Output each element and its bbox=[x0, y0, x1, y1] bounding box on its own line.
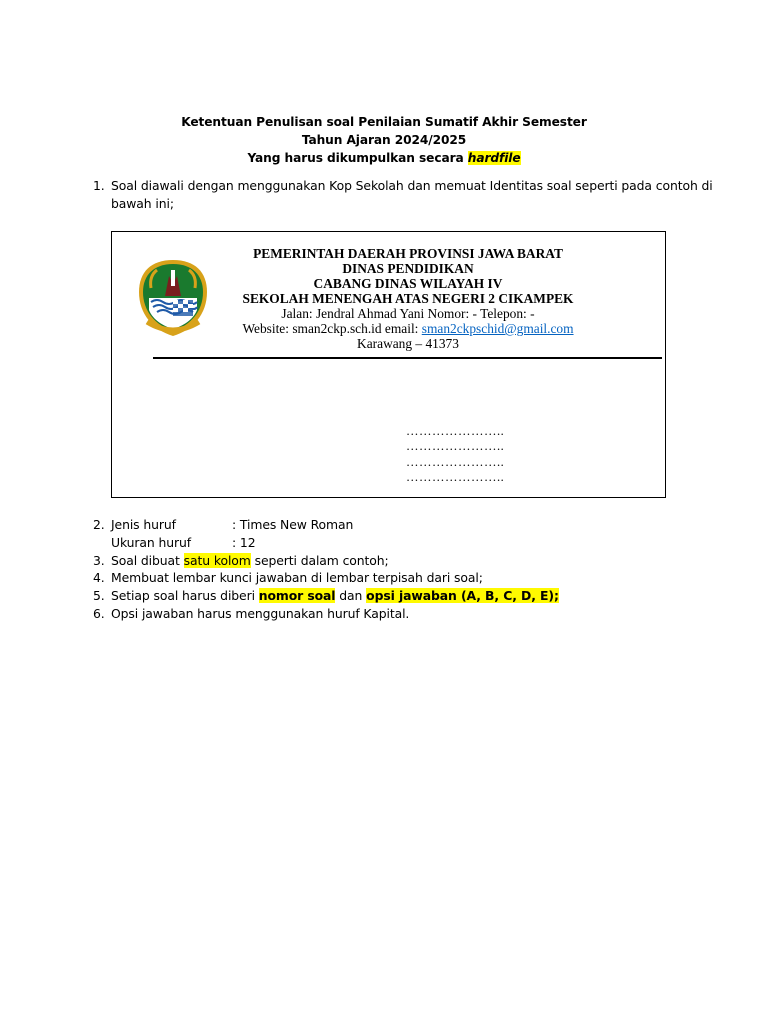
kop-line-city: Karawang – 41373 bbox=[357, 336, 459, 351]
item-3-suffix: seperti dalam contoh; bbox=[250, 553, 389, 568]
item-5-prefix: Setiap soal harus diberi bbox=[111, 588, 259, 603]
list-item-1-text: Soal diawali dengan menggunakan Kop Sekolah dan memuat Identitas soal seperti pada contoh di bbox=[111, 178, 713, 193]
list-number-4: 4. bbox=[93, 570, 105, 585]
list-number-5: 5. bbox=[93, 588, 105, 603]
item-3-prefix: Soal dibuat bbox=[111, 553, 184, 568]
document-title-line-3 bbox=[0, 149, 768, 167]
font-size-value: : 12 bbox=[232, 535, 256, 550]
document-title-line-2: Tahun Ajaran 2024/2025 bbox=[301, 133, 467, 147]
kop-line-address: Jalan: Jendral Ahmad Yani Nomor: - Telepon: - bbox=[281, 306, 535, 321]
font-type-value: : Times New Roman bbox=[232, 517, 354, 532]
document-title-line-1: Ketentuan Penulisan soal Penilaian Sumatif Akhir Semester bbox=[181, 115, 587, 129]
list-item-5-text bbox=[111, 587, 559, 605]
kop-line-agency: DINAS PENDIDIKAN bbox=[342, 261, 474, 276]
list-item-4-text: Membuat lembar kunci jawaban di lembar terpisah dari soal; bbox=[111, 570, 483, 585]
list-number-1: 1. bbox=[93, 178, 105, 193]
kop-email-link[interactable]: sman2ckpschid@gmail.com bbox=[421, 321, 574, 336]
kop-divider-line bbox=[153, 357, 662, 359]
opsi-jawaban-highlight: opsi jawaban (A, B, C, D, E); bbox=[366, 588, 559, 603]
identity-dotted-line-3: ………………….. bbox=[406, 455, 505, 469]
font-size-label: Ukuran huruf bbox=[111, 535, 192, 550]
kop-letterhead-text bbox=[228, 246, 588, 351]
identity-dotted-line-4: ………………….. bbox=[406, 470, 505, 484]
satu-kolom-highlight: satu kolom bbox=[183, 553, 251, 568]
kop-line-branch: CABANG DINAS WILAYAH IV bbox=[313, 276, 503, 291]
title-line-3-prefix: Yang harus dikumpulkan secara bbox=[247, 151, 468, 165]
list-item-3-text bbox=[111, 552, 389, 570]
kop-line-contact bbox=[228, 321, 588, 336]
list-item-1-text-line-2: bawah ini; bbox=[111, 196, 174, 211]
list-number-3: 3. bbox=[93, 553, 105, 568]
list-number-6: 6. bbox=[93, 606, 105, 621]
nomor-soal-highlight: nomor soal bbox=[258, 588, 336, 603]
kop-sekolah-example-box bbox=[111, 231, 666, 498]
font-type-label: Jenis huruf bbox=[111, 517, 176, 532]
kop-line-school: SEKOLAH MENENGAH ATAS NEGERI 2 CIKAMPEK bbox=[242, 291, 574, 306]
list-item-6-text: Opsi jawaban harus menggunakan huruf Kapital. bbox=[111, 606, 410, 621]
identity-dotted-line-2: ………………….. bbox=[406, 439, 505, 453]
list-number-2: 2. bbox=[93, 517, 105, 532]
west-java-emblem-icon bbox=[137, 258, 209, 338]
kop-line-government: PEMERINTAH DAERAH PROVINSI JAWA BARAT bbox=[253, 246, 563, 261]
identity-dotted-line-1: ………………….. bbox=[406, 424, 505, 438]
kop-website-text: Website: sman2ckp.sch.id email: bbox=[242, 321, 422, 336]
title-hardfile-highlight: hardfile bbox=[467, 151, 521, 165]
item-5-mid: dan bbox=[335, 588, 367, 603]
